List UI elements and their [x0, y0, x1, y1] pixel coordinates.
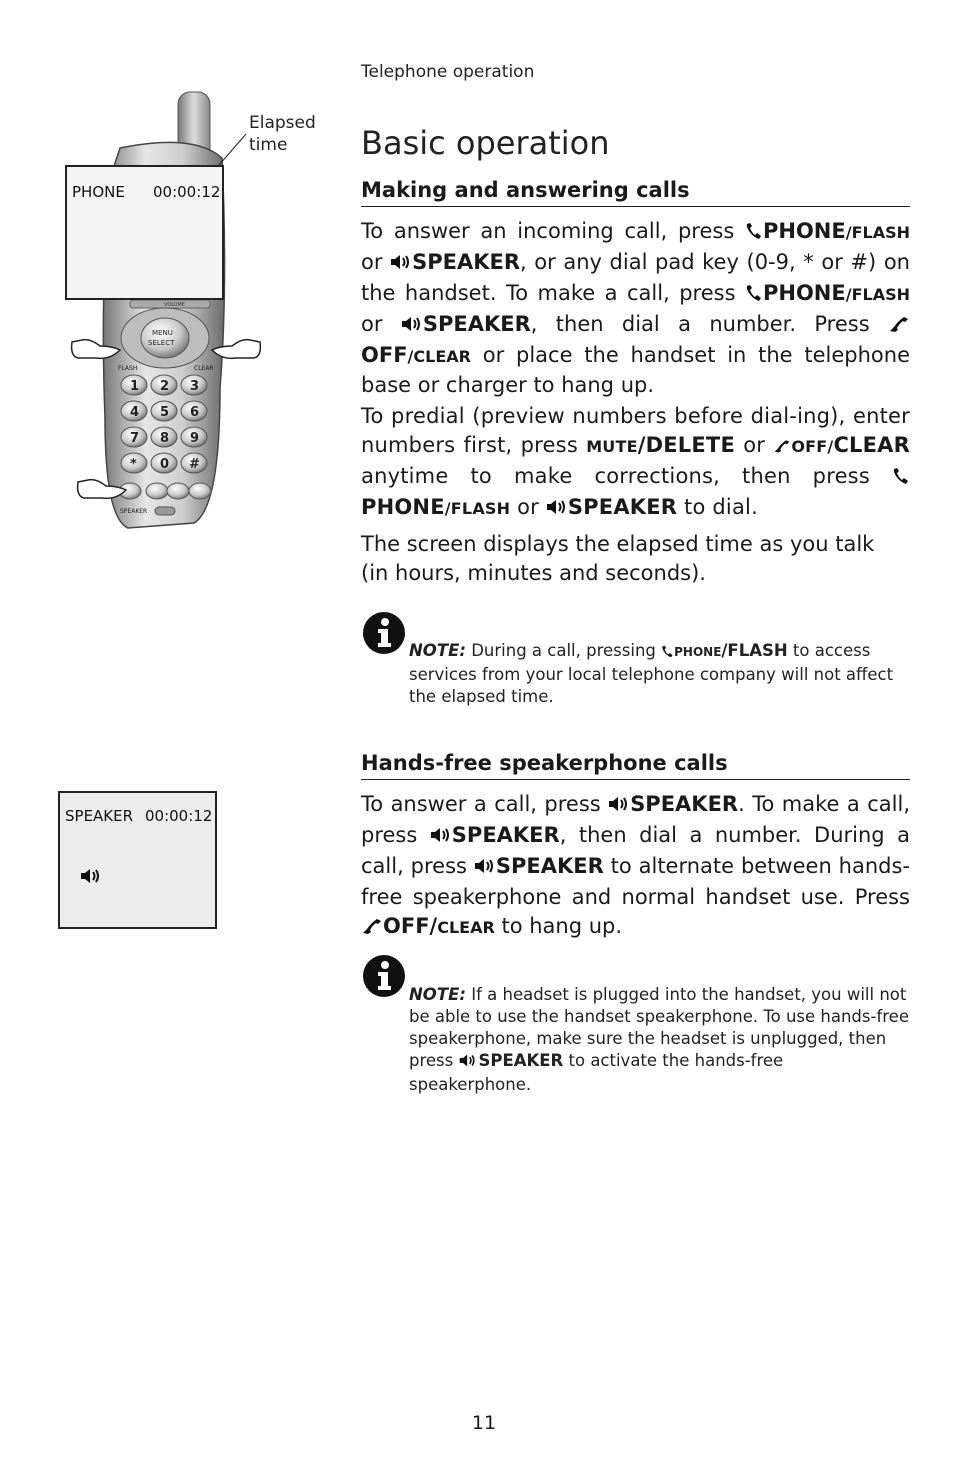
- phone-icon: [745, 281, 763, 310]
- mute-key-label: MUTE: [586, 437, 638, 456]
- svg-text:SELECT: SELECT: [148, 339, 175, 347]
- phone-icon: [892, 464, 910, 493]
- screen-elapsed-time: 00:00:12: [145, 807, 213, 825]
- text: To predial (preview numbers before dial-ing), enter numbers first, press: [361, 404, 910, 457]
- phone-key-label: PHONE: [762, 281, 846, 305]
- callout-line-2: time: [249, 135, 288, 155]
- phone-icon: [661, 642, 674, 664]
- info-icon: [362, 611, 406, 659]
- handset-screen-speaker: [58, 791, 217, 929]
- text: or: [361, 250, 391, 274]
- text: To answer a call, press: [361, 792, 609, 816]
- elapsed-time-callout: [249, 112, 316, 156]
- svg-text:#: #: [189, 457, 200, 472]
- speaker-icon: [458, 1052, 478, 1074]
- making-calls-paragraph-3: The screen displays the elapsed time as you talk (in hours, minutes and seconds).: [361, 532, 875, 585]
- speaker-key-label: SPEAKER: [478, 1051, 564, 1070]
- svg-text:*: *: [130, 457, 137, 472]
- making-calls-paragraph-2: [361, 402, 910, 524]
- svg-text:5: 5: [160, 405, 170, 420]
- menu-select-key: [141, 318, 189, 358]
- speaker-key-label: SPEAKER: [412, 250, 520, 274]
- speaker-icon: [80, 867, 102, 889]
- note-elapsed-time: [409, 640, 909, 708]
- screen-mode-label: SPEAKER: [65, 807, 134, 825]
- flash-key-label: /FLASH: [721, 641, 788, 660]
- text: to access services from your local telephone company will not affect the elapsed time.: [409, 641, 894, 706]
- handset-screen-phone: [65, 165, 224, 300]
- speaker-icon: [390, 250, 412, 279]
- speaker-icon: [546, 495, 568, 524]
- speaker-icon: [608, 792, 630, 821]
- text: , then dial a number. Press: [530, 312, 888, 336]
- clear-key-label: CLEAR: [437, 918, 495, 937]
- speaker-icon: [401, 312, 423, 341]
- off-icon: [773, 433, 791, 462]
- phone-icon: [745, 219, 763, 248]
- text: To answer an incoming call, press: [361, 219, 745, 243]
- note-label: NOTE:: [409, 985, 466, 1004]
- phone-key-label: PHONE: [361, 495, 445, 519]
- svg-text:8: 8: [160, 431, 170, 446]
- svg-text:7: 7: [130, 431, 140, 446]
- off-key-label: OFF: [361, 343, 408, 367]
- svg-text:0: 0: [160, 457, 170, 472]
- svg-text:MENU: MENU: [152, 329, 173, 337]
- flash-key-label: /FLASH: [845, 285, 910, 304]
- svg-text:2: 2: [160, 379, 170, 394]
- screen-elapsed-time: 00:00:12: [153, 183, 221, 201]
- delete-key-label: /DELETE: [637, 433, 735, 457]
- phone-key-label: PHONE: [762, 219, 846, 243]
- clear-key-label: CLEAR: [833, 433, 910, 457]
- note-headset: [409, 984, 909, 1096]
- section-heading-making-calls: Making and answering calls: [361, 178, 910, 207]
- page-title: Basic operation: [361, 124, 610, 162]
- svg-text:SPEAKER: SPEAKER: [120, 508, 148, 515]
- text: or: [510, 495, 546, 519]
- off-icon: [361, 914, 383, 943]
- text: If a headset is plugged into the handset, you will not be able to use the handset speakerphone. To use hands-free speakerphone, make sure the headset is unplugged, then press: [409, 985, 909, 1070]
- text: , or any dial pad key (0-9, * or #) on the handset. To make a call, press: [361, 250, 910, 305]
- speaker-icon: [474, 854, 496, 883]
- section-label: Telephone operation: [361, 62, 535, 82]
- speaker-key-label: SPEAKER: [567, 495, 678, 519]
- svg-text:4: 4: [130, 405, 140, 420]
- speaker-key-label: SPEAKER: [495, 854, 604, 878]
- text: anytime to make corrections, then press: [361, 464, 892, 488]
- text: , then dial a number. During a call, press: [361, 823, 910, 878]
- text: or: [735, 433, 774, 457]
- text: to dial.: [677, 495, 758, 519]
- clear-key-label: /CLEAR: [407, 347, 471, 366]
- off-key-label: OFF/: [383, 914, 438, 938]
- text: . To make a call, press: [361, 792, 910, 847]
- speaker-icon: [430, 823, 452, 852]
- svg-text:3: 3: [190, 379, 200, 394]
- screen-mode-label: PHONE: [72, 183, 125, 201]
- flash-key-label: /FLASH: [444, 499, 511, 518]
- svg-text:1: 1: [130, 379, 140, 394]
- text: or: [361, 312, 401, 336]
- speaker-key-label: SPEAKER: [630, 792, 739, 816]
- svg-text:FLASH: FLASH: [118, 365, 138, 372]
- volume-label: VOLUME: [164, 302, 185, 308]
- text: to hang up.: [494, 914, 623, 938]
- text: to alternate between hands-free speakerphone and normal handset use. Press: [361, 854, 910, 909]
- section-heading-handsfree: Hands-free speakerphone calls: [361, 751, 910, 780]
- phone-key-label: PHONE: [674, 645, 722, 659]
- info-icon: [362, 954, 406, 1002]
- note-label: NOTE:: [409, 641, 466, 660]
- speaker-key-label: SPEAKER: [451, 823, 560, 847]
- page-number: 11: [471, 1412, 497, 1434]
- making-calls-paragraph-1: [361, 217, 910, 400]
- text: or place the handset in the telephone base or charger to hang up.: [361, 343, 910, 397]
- text: to activate the hands-free speakerphone.: [409, 1051, 784, 1094]
- text: During a call, pressing: [465, 641, 662, 660]
- handsfree-paragraph-1: [361, 790, 910, 943]
- svg-text:CLEAR: CLEAR: [194, 365, 214, 372]
- speaker-key-label: SPEAKER: [422, 312, 531, 336]
- off-key-label: OFF/: [791, 437, 834, 456]
- callout-line-1: Elapsed: [249, 113, 316, 133]
- svg-text:6: 6: [190, 405, 200, 420]
- off-icon: [888, 312, 910, 341]
- svg-text:9: 9: [190, 431, 200, 446]
- flash-key-label: /FLASH: [845, 223, 910, 242]
